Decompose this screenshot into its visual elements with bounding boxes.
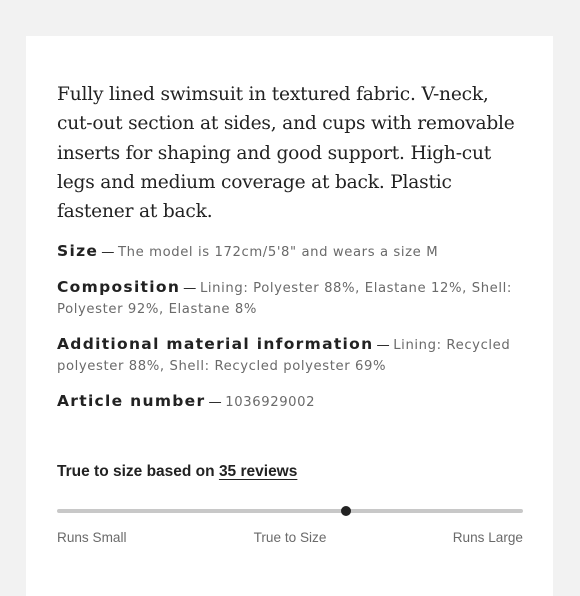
product-details-card [26,36,553,596]
detail-article-number [57,391,527,413]
detail-separator: — [183,281,197,296]
detail-separator: — [208,395,223,410]
reviews-link[interactable]: 35 reviews [218,463,298,480]
detail-separator: — [376,338,391,353]
fit-section [57,461,523,550]
detail-value: Lining: Polyester 88%, Elastane 12%, Shell: Polyester 92%, Elastane 8% [57,281,512,317]
detail-label: Article number [57,392,206,410]
fit-slider [57,505,523,517]
product-attributes [57,241,527,427]
fit-slider-indicator [341,506,351,516]
detail-label: Size [57,242,99,260]
fit-scale-labels [57,530,523,550]
detail-value: 1036929002 [225,395,316,410]
detail-composition [57,277,527,320]
scale-label-true-to-size: True to Size [253,530,327,545]
fit-title-text: True to size based on [57,463,219,480]
fit-slider-track [57,509,523,513]
detail-label: Additional material information [57,335,374,353]
detail-separator: — [101,245,116,260]
detail-size [57,241,527,263]
detail-label: Composition [57,278,181,296]
detail-additional-material [57,334,527,377]
scale-label-runs-small: Runs Small [57,530,127,545]
product-description: Fully lined swimsuit in textured fabric. V-neck, cut-out section at sides, and cups with removable inserts for shaping and good support. High-cut legs and medium coverage at back. Plastic fastener at back. [57,84,515,223]
scale-label-runs-large: Runs Large [452,530,523,545]
detail-value: The model is 172cm/5'8" and wears a size M [118,245,439,260]
fit-title [57,461,523,483]
detail-value: Lining: Recycled polyester 88%, Shell: Recycled polyester 69% [57,338,511,374]
